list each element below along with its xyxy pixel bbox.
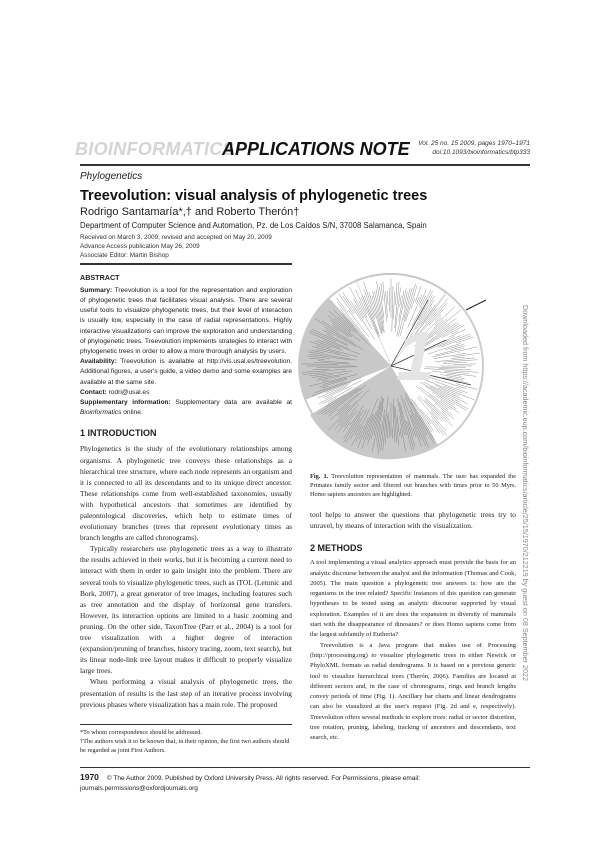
footnotes [80,728,292,755]
volume: Vol. 25 no. 15 2009, pages 1970–1971 [418,140,530,147]
phylogenetic-tree-figure [296,270,488,464]
doi: doi:10.1093/bioinformatics/btp333 [432,149,530,156]
footnote-rule [80,724,292,725]
two-column-layout [80,263,530,755]
page-footer [80,772,530,794]
affiliation: Department of Computer Science and Automation, Pz. de Los Caídos S/N, 37008 Salamanca, Spain [80,221,427,230]
right-column [310,263,516,744]
associate-editor: Associate Editor: Martin Bishop [80,252,169,259]
copyright: © The Author 2009. Published by Oxford University Press. All rights reserved. For Permissions, please email: journals.permissions@oxfordjournals.org [80,775,421,793]
intro-paragraph-1: Phylogenetics is the study of the evolutionary relationships among organisms. A phylogenetic tree conveys these relationships as a hierarchical tree structure, where each node represents an organism and it is connected to all its descendants and to its unique direct ancestor. These relationships come from well-established taxonomies, usually with hypothetical ancestors that sometimes are identified by paleontological discoveries, which help to estimate times of evolutionary branches (trees that represent evolutionary times as branch lengths are called chronograms). [80,444,292,543]
volume-info [370,139,530,157]
footer-rule [80,767,530,769]
figure-caption [310,472,516,499]
header-rule [80,164,530,166]
caption-text: Treevolution representation of mammals. The user has expanded the Primates family sector and filtered out branches with times prior to 50 Myrs. Homo sapiens ancestors are highlighted. [310,473,516,498]
methods-paragraph-1: A tool implementing a visual analytics approach must provide the basis for an analytic discourse between the analyst and the information (Thomas and Cook, 2005). The main question a phylogenetic tree answers is: how are the organisms in the tree related? Specific instances of this question can generate hypotheses to be tested using an analytic discourse supported by visual exploration. Examples of it are does the expansion in diversity of mammals start with the disappearance of dinosaurs? or does Homo sapiens come from the largest subfamily of Eutheria? [310,559,516,639]
footnote-2: †The authors wish it to be known that, in their opinion, the first two authors should be regarded as joint First Authors. [80,737,290,754]
availability-label: Availability: [80,358,117,366]
paper-title: Treevolution: visual analysis of phylogenetic trees [80,188,428,204]
abstract-rule [80,263,292,265]
introduction-section [80,428,292,709]
methods-heading: 2 METHODS [310,543,363,554]
abstract [80,273,292,419]
methods-paragraph-2: Treevolution is a Java program that makes use of Processing (http://processing.org) to visualize phylogenetic trees in either Newick or PhyloXML formats as radial dendrograms. It is based on a previous generic tool to visualize hierarchical trees (Therón, 2006). Families are located at different sectors and, in the case of chronograms, rings and branch lengths convey periods of time (Fig. 1). Ancillary bar charts and linear dendrograms can also be visualized at the user's request (Fig. 2d and e, respectively). Treevolution offers several methods to explore trees: radial or sector distortion, tree rotation, pruning, labeling, tracking of ancestors and descendants, text search, etc. [310,641,516,742]
article-type: APPLICATIONS NOTE [222,139,410,159]
intro-paragraph-3: When performing a visual analysis of phylogenetic trees, the presentation of results is the last step of an iterative process involving previous phases where visualization has a main role. The proposed [80,677,292,709]
left-column [80,263,292,755]
figure-label: Fig. 1. [310,473,329,480]
supp-text: Supplementary data are available at [175,398,292,406]
availability-text: Treevolution is available at http://vis.usal.es/treevolution. Additional figures, a user's guide, a video demo and some examples are available at the same site. [80,358,292,386]
intro-paragraph-2: Typically researchers use phylogenetic trees as a way to illustrate the results achieved in their works, but it is becoming a current need to interact with them in order to gain insight into the problem. There are several tools to visualize phylogenetic trees, such as iTOL (Letunic and Bork, 2007), a great generator of tree images, including features such as tree annotation and the display of horizontal gene transfers. However, its interaction options are limited to a basic zooming and pruning. On the other side, TaxonTree (Parr et al., 2004) is a tool for tree visualization with a higher degree of interaction (expansion/pruning of branches, history tracing, zoom, text search), but its linear node-link tree layout makes it difficult to properly visualize large trees. [80,544,292,676]
received-date: Received on March 3, 2009; revised and accepted on May 20, 2009 [80,234,272,241]
footnote-1: *To whom correspondence should be addressed. [80,728,202,736]
contact-label: Contact: [80,388,107,396]
intro-heading: 1 INTRODUCTION [80,428,157,439]
category: Phylogenetics [80,171,143,182]
supp-journal: Bioinformatics [80,409,122,417]
supp-label: Supplementary information: [80,398,171,406]
article-body [80,263,530,794]
page-number: 1970 [80,772,99,783]
right-column-text [310,509,516,744]
summary-label: Summary: [80,286,113,294]
figure-watermark-number: 1 [396,317,435,395]
advance-access: Advance Access publication May 26, 2009 [80,243,200,250]
summary-text: Treevolution is a tool for the representation and exploration of phylogenetic trees that facilitates visual analysis. There are several useful tools to visualize phylogenetic trees, but their level of interaction is usually low, especially in the case of radial representations. Highly interactive visualizations can improve the exploration and understanding of phylogenetic trees. Treevolution implements strategies to interact with phylogenetic trees in order to allow a more thorough analysis by users. [80,286,293,355]
abstract-heading: ABSTRACT [80,272,120,282]
continued-paragraph: tool helps to answer the questions that phylogenetic trees try to unravel, by means of interaction with the visualization. [310,510,516,531]
journal-name: BIOINFORMATICS [75,139,235,159]
contact-email[interactable]: rodri@usal.es [108,388,150,396]
supp-end: online. [123,409,143,417]
authors: Rodrigo Santamaría*,† and Roberto Therón† [80,206,300,218]
download-watermark: Downloaded from https://academic.oup.com/bioinformatics/article/25/15/1970/212219 by guest on 08 September 2022 [521,305,530,681]
